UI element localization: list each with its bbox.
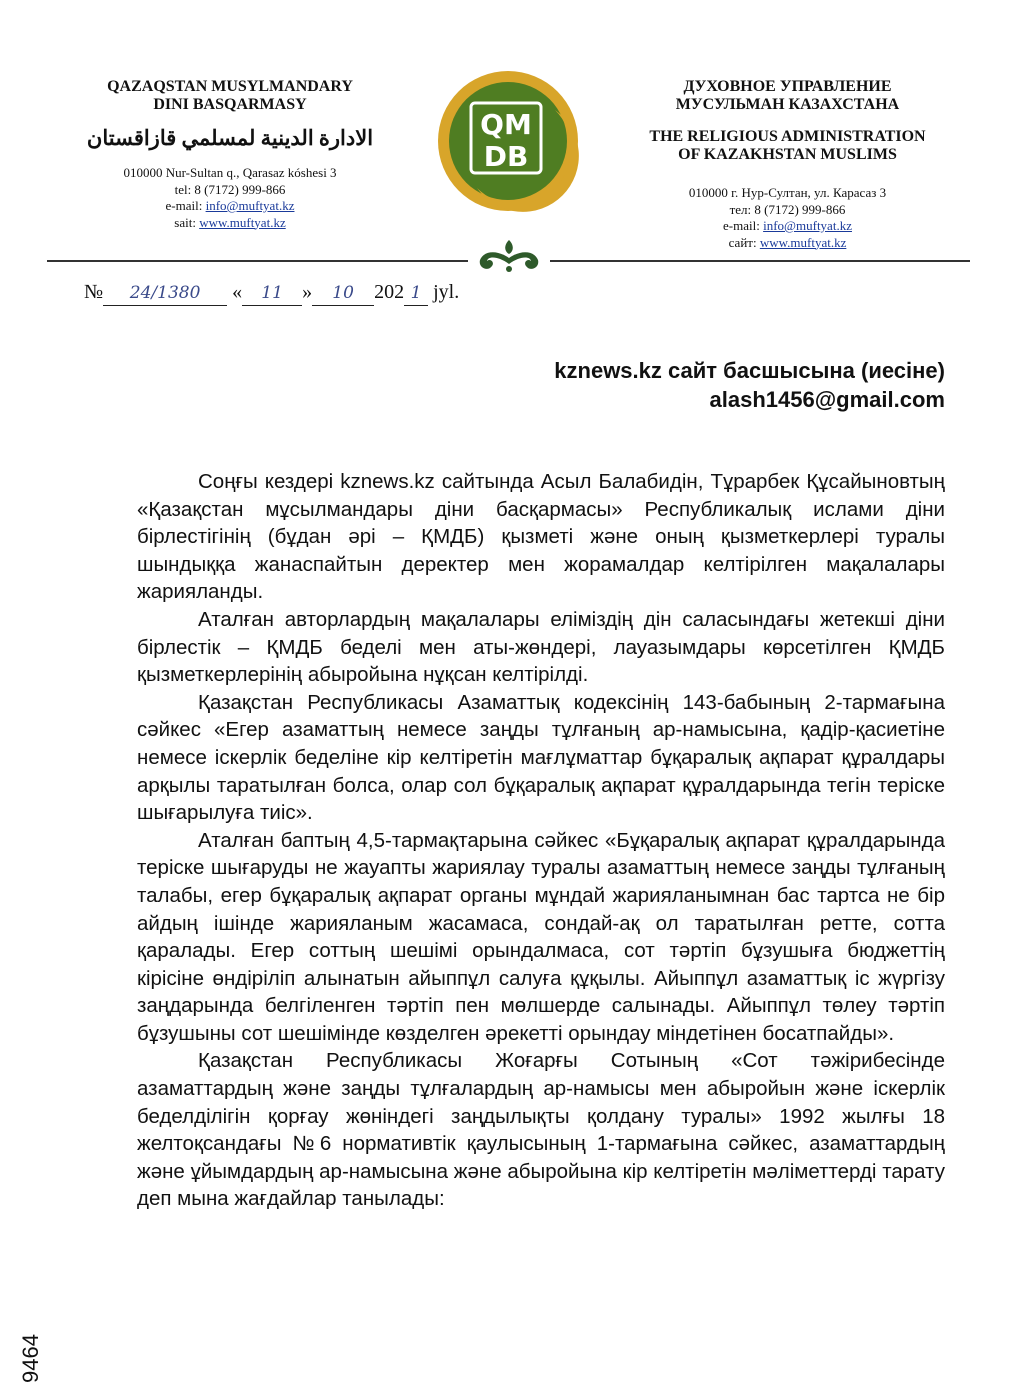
number-label: №: [84, 281, 104, 303]
email-link[interactable]: info@muftyat.kz: [205, 198, 295, 213]
email-label: e-mail:: [165, 198, 206, 213]
org-name-latin-line1: QAZAQSTAN MUSYLMANDARY: [107, 78, 353, 95]
registration-day: 11: [242, 283, 302, 306]
body-paragraph-3: Қазақстан Республикасы Азаматтық кодексінің 143-бабының 2-тармағына сәйкес «Егер азаматтың немесе заңды тұлғаның ар-намысына, қадір-қасиетіне немесе іскерлік беделіне кір келтіретін мағлұматтар бұқаралық ақпарат құралдары арқылы таратылған болса, олар сол бұқаралық ақпарат құралдарында тегін теріске шығарылуға тиіс».: [137, 690, 945, 825]
close-quote: »: [302, 281, 313, 303]
year-digit: 1: [404, 283, 428, 306]
year-prefix: 202: [374, 281, 405, 303]
side-registry-number: 9464: [18, 1334, 43, 1383]
email-row-russian: [625, 218, 950, 235]
site-row-latin: [60, 215, 400, 232]
body-paragraph-2: Аталған авторлардың мақалалары еліміздің дін саласындағы жетекші діни бірлестік – ҚМДБ беделі мен аты-жөндері, лауазымдары көрсетілген ҚМДБ қызметкерлерінің абыройына нұқсан келтірілді.: [137, 607, 945, 687]
qmdb-logo-icon: [437, 70, 579, 212]
registration-month: 10: [312, 283, 374, 306]
site-row-russian: [625, 235, 950, 252]
body-paragraph-1: Соңғы кездері kznews.kz сайтында Асыл Балабидін, Тұрарбек Құсайыновтың «Қазақстан мұсылмандары діни басқармасы» Республикалық ислами діни бірлестігінің (бұдан әрі – ҚМДБ) қызметі және оның қызметкерлері туралы шындыққа жанаспайтын деректер мен жорамалдар келтірілген мақалалары жарияланды.: [137, 470, 945, 604]
org-name-russian-line1: ДУХОВНОЕ УПРАВЛЕНИЕ: [683, 78, 892, 95]
org-name-english-line1: THE RELIGIOUS ADMINISTRATION: [649, 128, 926, 145]
body-paragraph-5: Қазақстан Республикасы Жоғарғы Сотының «Сот тәжірибесінде азаматтардың және заңды тұлғалардың ар-намысы мен абыройын және іскерлік беделділігін қорғау жөніндегі заңдылықты қолдану туралы» 1992 жылғы 18 желтоқсандағы №6 нормативтік қаулысының 1-тармағына сәйкес, азаматтардың және ұйымдардың ар-намысына және абыройына кір келтіретін мәліметтерді тарату деп мына жағдайлар танылады:: [137, 1049, 945, 1211]
address-latin: 010000 Nur-Sultan q., Qarasaz kóshesi 3: [123, 165, 337, 180]
addressee-block: [554, 356, 945, 414]
site-link[interactable]: www.muftyat.kz: [199, 214, 286, 230]
letter-body: [137, 468, 945, 1213]
addressee-email: alash1456@gmail.com: [709, 387, 945, 412]
phone-russian: тел: 8 (7172) 999-866: [729, 201, 846, 217]
org-name-latin-line2: DINI BASQARMASY: [153, 96, 307, 113]
org-name-english-line2: OF KAZAKHSTAN MUSLIMS: [678, 146, 897, 163]
org-name-arabic: الادارة الدينية لمسلمي قازاقستان: [86, 126, 374, 150]
logo-text-top: QM: [480, 108, 532, 141]
year-suffix: jyl.: [433, 281, 460, 303]
ornament-icon: [468, 236, 550, 276]
header-right-block: [625, 78, 950, 251]
body-paragraph-4: Аталған баптың 4,5-тармақтарына сәйкес «Бұқаралық ақпарат құралдарында теріске шығаруды не жауапты жариялау туралы азаматтың немесе заңды тұлғаның талабы, егер бұқаралық ақпарат органы мұндай жарияланымнан бас тартса не бір айдың ішінде жарияланым жасамаса, сондай-ақ ол таратылған ретте, сотта қаралады. Егер соттың шешімі орындалмаса, сот тәртіп бұзушыға бюджеттің кірісіне өндіріліп алынатын айыппұл салуға құқылы. Айыппұл азаматтық іс жүргізу заңдарында белгіленген тәртіп пен мөлшерде салынады. Айыппұл төлеу тәртіп бұзушыны сот шешімінде көзделген әрекетті орындау міндетінен босатпайды».: [137, 828, 945, 1045]
registration-number: 24/1380: [103, 283, 227, 306]
email-row-latin: [60, 198, 400, 215]
email-label: e-mail:: [723, 218, 764, 233]
logo-text-bottom: DB: [483, 140, 529, 173]
site-label: сайт:: [728, 234, 760, 250]
open-quote: «: [232, 281, 243, 303]
addressee-line1: kznews.kz сайт басшысына (иесіне): [554, 358, 945, 383]
site-link[interactable]: www.muftyat.kz: [759, 234, 847, 250]
email-link[interactable]: info@muftyat.kz: [763, 218, 852, 233]
header-left-block: [60, 78, 400, 231]
site-label: sait:: [174, 214, 200, 230]
org-name-russian-line2: МУСУЛЬМАН КАЗАХСТАНА: [675, 96, 900, 113]
registration-line: [84, 281, 459, 306]
address-russian: 010000 г. Нур-Султан, ул. Карасаз 3: [688, 185, 887, 200]
phone-latin: tel: 8 (7172) 999-866: [174, 181, 286, 197]
